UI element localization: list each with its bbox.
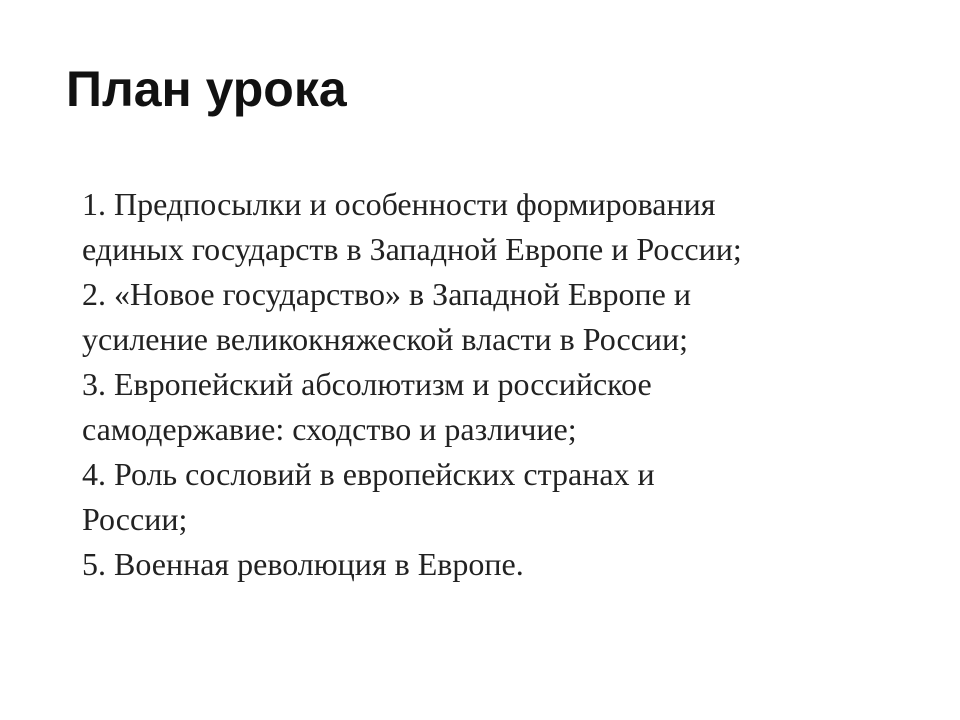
list-item-line: 5. Военная революция в Европе. bbox=[82, 546, 524, 582]
list-item-line: 4. Роль сословий в европейских странах и bbox=[82, 456, 655, 492]
list-item-line: усиление великокняжеской власти в России; bbox=[82, 321, 689, 357]
list-item-line: самодержавие: сходство и различие; bbox=[82, 411, 577, 447]
list-item bbox=[82, 362, 882, 452]
list-item bbox=[82, 182, 882, 272]
slide-title: План урока bbox=[66, 61, 347, 117]
list-item bbox=[82, 452, 882, 542]
list-item bbox=[82, 542, 882, 587]
list-item-line: России; bbox=[82, 501, 188, 537]
list-item-line: 3. Европейский абсолютизм и российское bbox=[82, 366, 652, 402]
list-item bbox=[82, 272, 882, 362]
list-item-line: 2. «Новое государство» в Западной Европе и bbox=[82, 276, 691, 312]
list-item-line: единых государств в Западной Европе и России; bbox=[82, 231, 742, 267]
lesson-plan-list bbox=[82, 182, 882, 587]
list-item-line: 1. Предпосылки и особенности формирования bbox=[82, 186, 716, 222]
